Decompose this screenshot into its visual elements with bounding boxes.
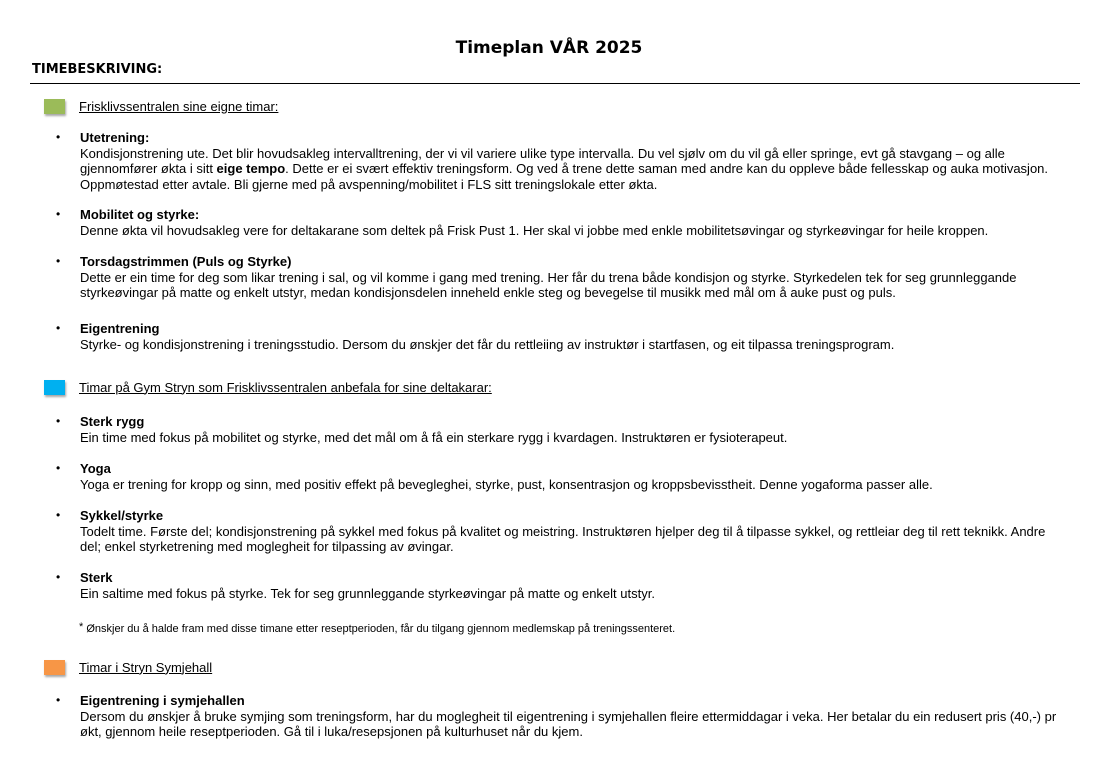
item-text: Denne økta vil hovudsakleg vere for deltakarane som deltek på Frisk Pust 1. Her skal vi jobbe med enkle mobilitetsøvingar og styrkeøvingar for heile kroppen. [80,222,989,238]
section-header-symjehall [44,656,212,678]
bullet-icon: • [56,130,61,144]
list-item-sterk [56,570,1066,601]
list-item-eigentrening [56,321,1066,352]
section-header-frisklivssentralen [44,95,278,117]
list-item-mobilitet [56,207,1066,238]
footnote-mark: * [79,621,84,633]
item-text: Kondisjonstrening ute. Det blir hovudsakleg intervalltrening, der vi vil variere ulike type intervalla. Du vel sjølv om du vil gå eller springe, evt gå stavgang – og alle gjennomfører økta i sitt eige tempo. Dette er ei svært effektiv treningsform. Og ved å trene dette saman med andre kan du oppleve både fellesskap og auka motivasjon. Oppmøtestad etter avtale. Bli gjerne med på avspenning/mobilitet i FLS sitt treningslokale etter økta. [80,145,1049,192]
footnote-text: Ønskjer du å halde fram med disse timane etter reseptperioden, får du tilgang gjennom medlemskap på treningssenteret. [83,623,676,635]
list-item-symjehallen [56,693,1066,740]
document-title: Timeplan VÅR 2025 [455,38,643,58]
item-title: Torsdagstrimmen (Puls og Styrke) [80,254,292,269]
item-title: Sterk rygg [80,414,145,429]
item-text: Ein saltime med fokus på styrke. Tek for seg grunnleggande styrkeøvingar på matte og enkelt utstyr. [80,585,655,601]
item-title: Eigentrening [80,321,160,336]
list-item-torsdagstrimmen [56,254,1066,301]
bullet-icon: • [56,570,61,584]
item-title: Sterk [80,570,113,585]
list-item-sykkel-styrke [56,508,1066,555]
list-item-utetrening [56,130,1066,192]
blue-swatch-icon [44,380,65,395]
document-subheading: TIMEBESKRIVING: [32,62,163,77]
orange-swatch-icon [44,660,65,675]
bullet-icon: • [56,321,61,335]
item-title: Mobilitet og styrke: [80,207,200,222]
item-text: Dersom du ønskjer å bruke symjing som treningsform, har du moglegheit til eigentrening i symjehallen fleire ettermiddagar i veka. Her betalar du ein redusert pris (40,-) pr økt, gjennom heile reseptperioden. Gå til i luka/resepsjonen på kulturhuset når du kjem. [80,708,1057,739]
item-text: Yoga er trening for kropp og sinn, med positiv effekt på bevegleghei, styrke, pust, konsentrasjon og kroppsbevisstheit. Denne yogaforma passer alle. [80,476,933,492]
item-title: Eigentrening i symjehallen [80,693,245,708]
bullet-icon: • [56,254,61,268]
list-item-sterk-rygg [56,414,1066,445]
header-divider [30,83,1080,84]
bullet-icon: • [56,414,61,428]
item-text: Ein time med fokus på mobilitet og styrke, med det mål om å få ein sterkare rygg i kvardagen. Instruktøren er fysioterapeut. [80,429,788,445]
item-text: Dette er ein time for deg som likar trening i sal, og vil komme i gang med trening. Her får du trena både kondisjon og styrke. Styrkedelen tek for seg grunnleggande styrkeøvingar på matte og enkelt utstyr, medan kondisjonsdelen inneheld enkle steg og bevegelse til musikk med mål om å auke pust og puls. [80,269,1017,300]
section-label: Timar på Gym Stryn som Frisklivssentralen anbefala for sine deltakarar: [79,379,492,395]
section-label: Frisklivssentralen sine eigne timar: [79,98,279,114]
bullet-icon: • [56,207,61,221]
item-title: Yoga [80,461,111,476]
section-header-gym-stryn [44,376,492,398]
bullet-icon: • [56,461,61,475]
green-swatch-icon [44,99,65,114]
list-item-yoga [56,461,1066,492]
item-text: Todelt time. Første del; kondisjonstrening på sykkel med fokus på kvalitet og meistring. Instruktøren hjelper deg til å tilpasse sykkel, og rettleiar deg til rett teknikk. Andre del; enkel styrketrening med moglegheit for tilpassing av øvingar. [80,523,1046,554]
section-label: Timar i Stryn Symjehall [79,659,213,675]
bullet-icon: • [56,508,61,522]
item-title: Sykkel/styrke [80,508,164,523]
footnote [79,621,675,635]
item-text: Styrke- og kondisjonstrening i treningsstudio. Dersom du ønskjer det får du rettleiing av instruktør i startfasen, og eit tilpassa treningsprogram. [80,336,895,352]
bullet-icon: • [56,693,61,707]
item-title: Utetrening: [80,130,150,145]
